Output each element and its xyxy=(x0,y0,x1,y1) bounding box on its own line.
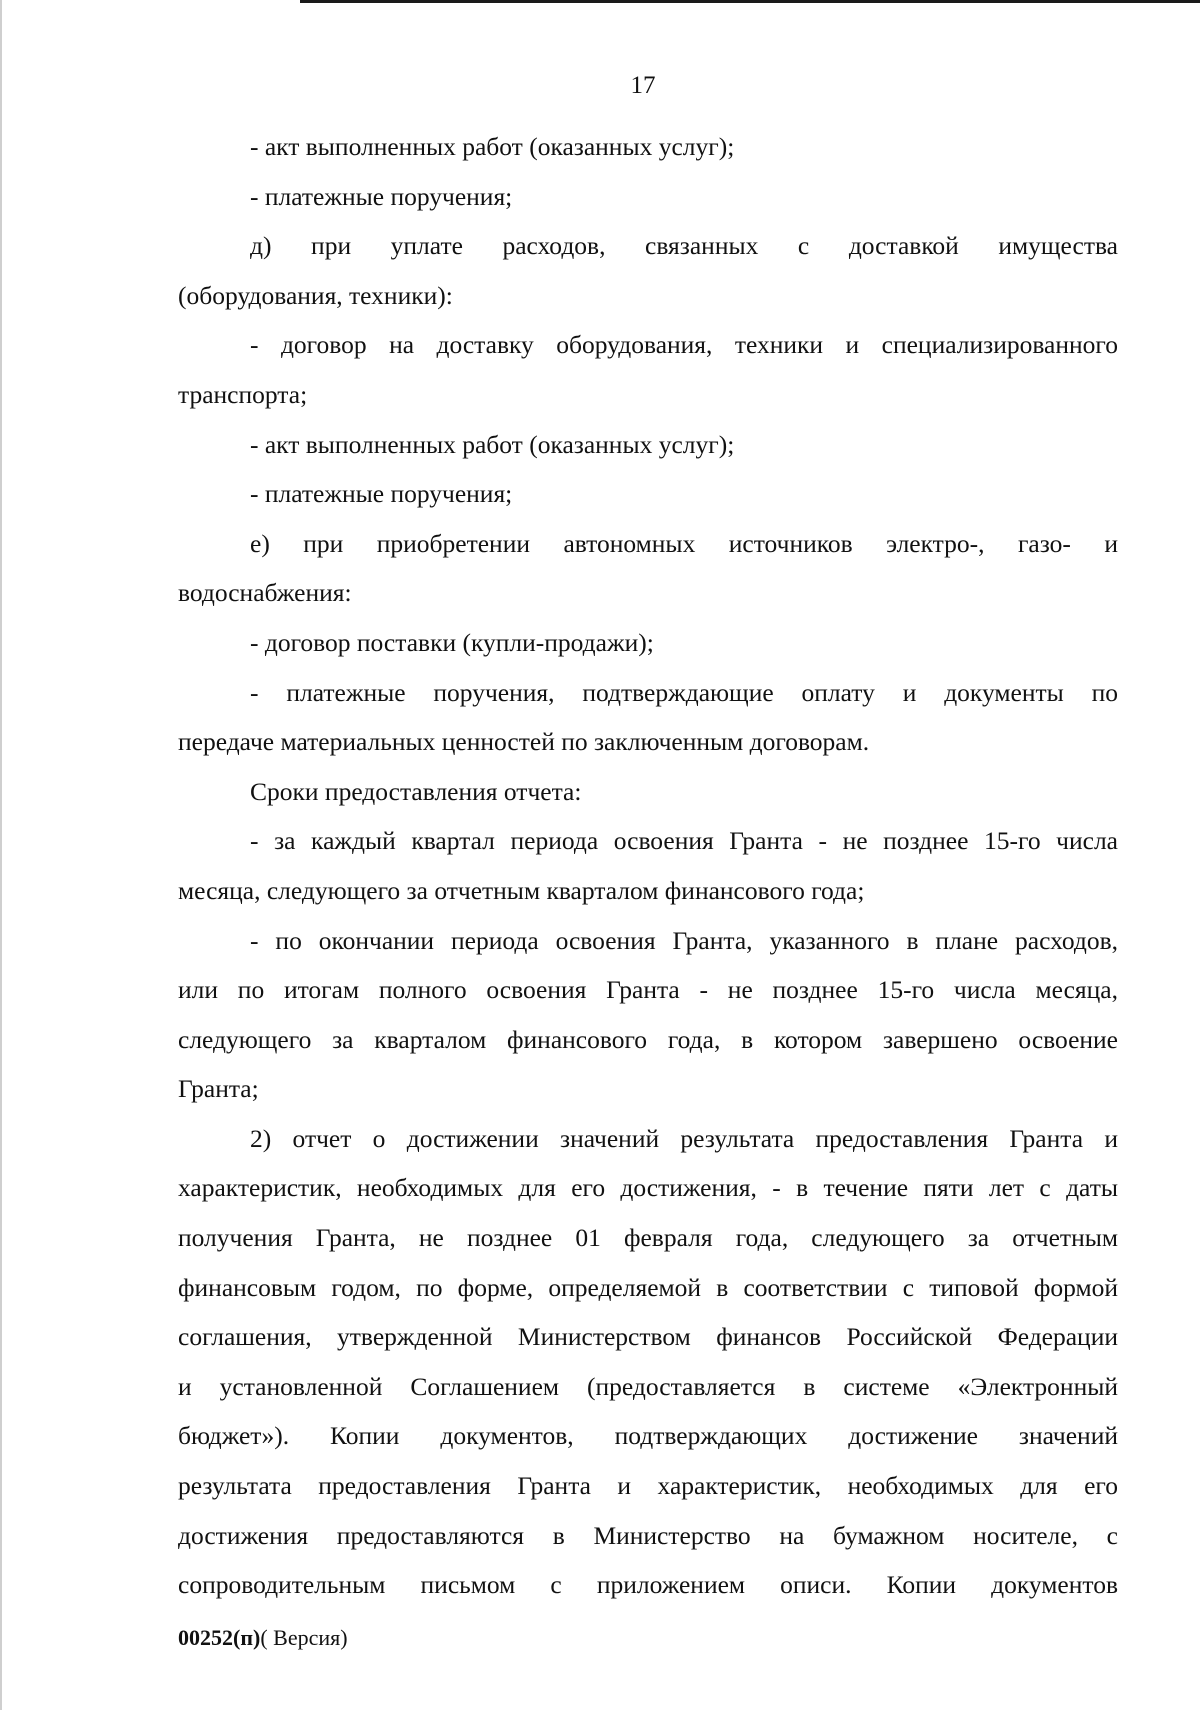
text-line: - договор поставки (купли-продажи); xyxy=(250,627,654,657)
text-line: - за каждый квартал периода освоения Гранта - не позднее 15-го числа xyxy=(250,826,1118,856)
text-line: - платежные поручения; xyxy=(250,479,513,509)
text-line: сопроводительным письмом с приложением описи. Копии документов xyxy=(178,1570,1118,1600)
scan-edge-top xyxy=(300,0,1200,3)
document-version: ( Версия) xyxy=(260,1625,348,1650)
text-line: е) при приобретении автономных источников электро-, газо- и xyxy=(250,528,1118,558)
text-line: получения Гранта, не позднее 01 февраля года, следующего за отчетным xyxy=(178,1223,1118,1253)
text-line: следующего за кварталом финансового года, в котором завершено освоение xyxy=(178,1024,1118,1054)
document-footer xyxy=(178,1625,348,1651)
page-number: 17 xyxy=(630,72,656,99)
text-line: - платежные поручения, подтверждающие оплату и документы по xyxy=(250,677,1118,707)
text-line: Сроки предоставления отчета: xyxy=(250,776,582,806)
text-line: результата предоставления Гранта и характеристик, необходимых для его xyxy=(178,1471,1118,1501)
text-line: месяца, следующего за отчетным кварталом финансового года; xyxy=(178,875,865,905)
document-body xyxy=(178,122,1118,1610)
text-line: Гранта; xyxy=(178,1074,259,1104)
scan-edge-left xyxy=(0,0,2,1710)
text-line: и установленной Соглашением (предоставляется в системе «Электронный xyxy=(178,1371,1118,1401)
text-line: передаче материальных ценностей по заключенным договорам. xyxy=(178,727,870,757)
text-line: соглашения, утвержденной Министерством финансов Российской Федерации xyxy=(178,1322,1118,1352)
text-line: бюджет»). Копии документов, подтверждающих достижение значений xyxy=(178,1421,1118,1451)
text-line: - по окончании периода освоения Гранта, указанного в плане расходов, xyxy=(250,925,1118,955)
text-line: - платежные поручения; xyxy=(250,181,513,211)
text-line: водоснабжения: xyxy=(178,578,352,608)
text-line: (оборудования, техники): xyxy=(178,280,453,310)
text-line: транспорта; xyxy=(178,379,308,409)
text-line: - акт выполненных работ (оказанных услуг); xyxy=(250,132,735,161)
text-line: - акт выполненных работ (оказанных услуг); xyxy=(250,429,735,459)
document-code: 00252(п) xyxy=(178,1625,261,1650)
text-line: или по итогам полного освоения Гранта - не позднее 15-го числа месяца, xyxy=(178,975,1118,1005)
text-line: - договор на доставку оборудования, техники и специализированного xyxy=(250,330,1118,360)
text-line: финансовым годом, по форме, определяемой в соответствии с типовой формой xyxy=(178,1272,1118,1302)
text-line: 2) отчет о достижении значений результата предоставления Гранта и xyxy=(250,1123,1118,1153)
text-line: д) при уплате расходов, связанных с доставкой имущества xyxy=(250,231,1118,261)
text-line: характеристик, необходимых для его достижения, - в течение пяти лет с даты xyxy=(178,1173,1118,1203)
text-line: достижения предоставляются в Министерство на бумажном носителе, с xyxy=(178,1520,1118,1550)
